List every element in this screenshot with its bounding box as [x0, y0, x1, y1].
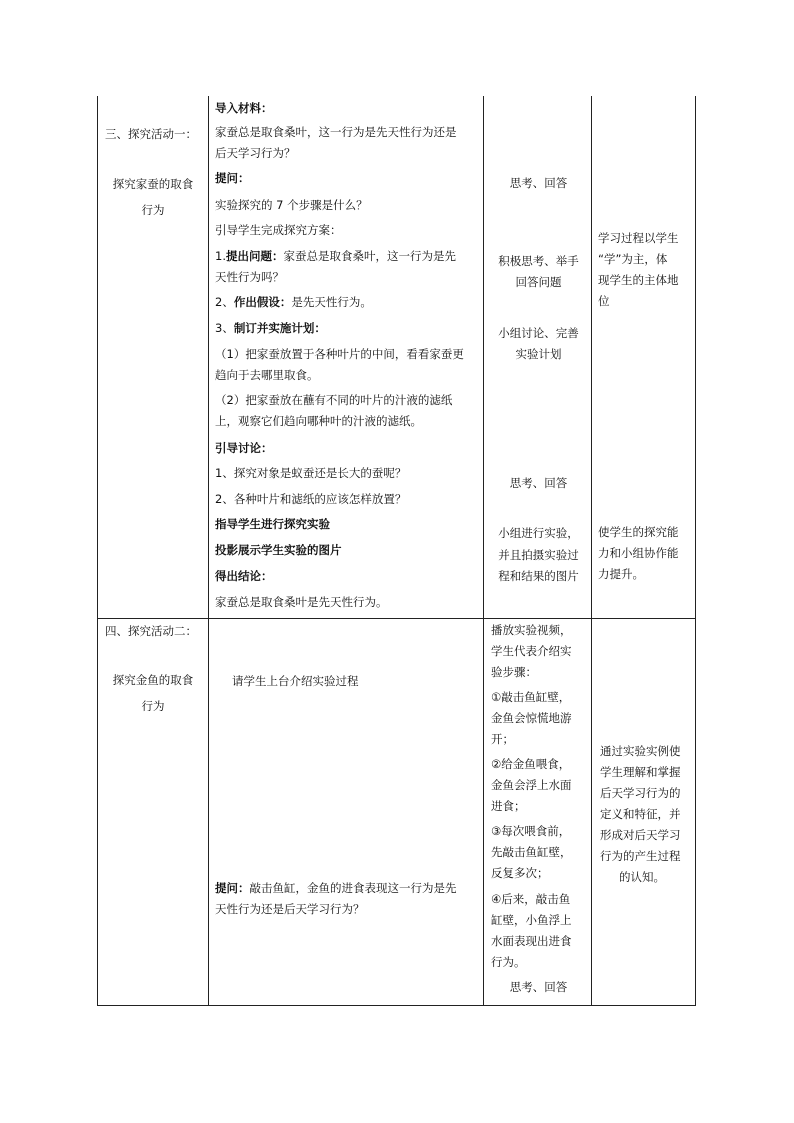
student-activity: 思考、回答 — [509, 980, 568, 994]
activity-one-title: 三、探究活动一： — [105, 127, 197, 141]
activity-two-subtitle-2: 行为 — [141, 699, 165, 713]
student-activity: 验步骤： — [491, 665, 537, 679]
section-heading: 投影展示学生实验的图片 — [215, 543, 342, 557]
student-activity: 回答问题 — [515, 275, 562, 289]
table-border-left — [97, 96, 98, 1006]
text-line — [215, 292, 372, 313]
design-intent: 力提升。 — [598, 567, 644, 581]
design-intent: 学习过程以学生 — [598, 231, 679, 245]
student-activity: 播放实验视频， — [491, 623, 572, 637]
section-heading: 提问： — [215, 171, 250, 185]
design-intent: 形成对后天学习 — [600, 828, 681, 842]
column-divider-1 — [208, 96, 209, 1006]
step-number: 1. — [215, 249, 226, 263]
design-intent: 的认知。 — [619, 870, 665, 884]
student-activity: 积极思考、举手 — [498, 254, 579, 268]
design-intent: 现学生的主体地 — [598, 273, 679, 287]
section-heading: 指导学生进行探究实验 — [215, 517, 330, 531]
student-activity: 水面表现出进食 — [491, 934, 572, 948]
activity-one-subtitle-2: 行为 — [141, 203, 165, 217]
student-activity: ③每次喂食前， — [491, 824, 571, 838]
design-intent: “学”为主，体 — [598, 252, 668, 266]
student-activity: 进食； — [491, 799, 526, 813]
step-label: 提出问题： — [225, 249, 284, 263]
step-label: 作出假设： — [233, 295, 292, 309]
text-line: 实验探究的 7 个步骤是什么？ — [215, 198, 368, 212]
design-intent: 定义和特征，并 — [600, 807, 681, 821]
student-activity: 小组讨论、完善 — [498, 326, 579, 340]
activity-two-subtitle: 探究金鱼的取食 — [112, 673, 194, 687]
step-text: 家蚕总是取食桑叶，这一行为是先 — [283, 249, 456, 263]
student-activity: 开； — [491, 732, 514, 746]
table-border-right — [695, 96, 696, 1006]
text-line: 天性行为还是后天学习行为？ — [215, 902, 365, 916]
text-line: 1、探究对象是蚁蚕还是长大的蚕呢？ — [215, 466, 407, 480]
section-heading: 提问： — [215, 881, 250, 895]
student-activity: ④后来，敲击鱼 — [491, 892, 571, 906]
student-activity: 思考、回答 — [509, 476, 568, 490]
section-heading: 导入材料： — [215, 101, 273, 115]
student-activity: 程和结果的图片 — [498, 569, 579, 583]
design-intent: 行为的产生过程 — [600, 849, 681, 863]
text-line: （2）把家蚕放在蘸有不同的叶片的汁液的滤纸 — [215, 393, 453, 407]
row-divider — [97, 618, 696, 619]
student-activity: 先敲击鱼缸壁， — [491, 845, 572, 859]
text-line: （1）把家蚕放置于各种叶片的中间，看看家蚕更 — [215, 347, 464, 361]
column-divider-2 — [483, 96, 484, 1006]
text-line — [215, 318, 326, 339]
student-activity: 小组进行实验， — [498, 526, 579, 540]
student-activity: 学生代表介绍实 — [491, 644, 572, 658]
text-line — [215, 878, 457, 899]
table-border-bottom — [97, 1005, 696, 1006]
design-intent: 使学生的探究能 — [598, 525, 679, 539]
step-number: 2、 — [215, 295, 234, 309]
step-text: 是先天性行为。 — [291, 295, 372, 309]
text-line: 家蚕总是取食桑叶是先天性行为。 — [215, 595, 388, 609]
text-line — [215, 246, 456, 267]
text-line: 后天学习行为？ — [215, 146, 296, 160]
student-activity: ②给金鱼喂食， — [491, 757, 571, 771]
student-activity: 反复多次； — [491, 866, 549, 880]
student-activity: 金鱼会浮上水面 — [491, 778, 572, 792]
step-number: 3、 — [215, 321, 234, 335]
text-line: 2、各种叶片和滤纸的应该怎样放置？ — [215, 492, 407, 506]
student-activity: 并且拍摄实验过 — [498, 548, 579, 562]
design-intent: 后天学习行为的 — [600, 786, 681, 800]
text-line: 家蚕总是取食桑叶，这一行为是先天性行为还是 — [215, 125, 457, 139]
text-line: 请学生上台介绍实验过程 — [232, 674, 359, 688]
step-label: 制订并实施计划： — [233, 321, 326, 335]
section-heading: 引导讨论： — [215, 441, 273, 455]
activity-one-subtitle: 探究家蚕的取食 — [112, 177, 194, 191]
student-activity: 思考、回答 — [509, 176, 568, 190]
student-activity: 金鱼会惊慌地游 — [491, 711, 572, 725]
text-line: 天性行为吗？ — [215, 270, 284, 284]
student-activity: 行为。 — [491, 955, 526, 969]
student-activity: 缸壁，小鱼浮上 — [491, 913, 572, 927]
design-intent: 学生理解和掌握 — [600, 765, 681, 779]
student-activity: ①敲击鱼缸壁， — [491, 690, 571, 704]
text-line: 上，观察它们趋向哪种叶的汁液的滤纸。 — [215, 414, 422, 428]
design-intent: 通过实验实例使 — [600, 744, 681, 758]
design-intent: 力和小组协作能 — [598, 546, 679, 560]
section-heading: 得出结论： — [215, 569, 273, 583]
student-activity: 实验计划 — [515, 347, 562, 361]
design-intent: 位 — [598, 294, 610, 308]
activity-two-title: 四、探究活动二： — [105, 624, 197, 638]
text-line: 趋向于去哪里取食。 — [215, 368, 319, 382]
question-text: 敲击鱼缸，金鱼的进食表现这一行为是先 — [249, 881, 457, 895]
text-line: 引导学生完成探究方案： — [215, 223, 342, 237]
